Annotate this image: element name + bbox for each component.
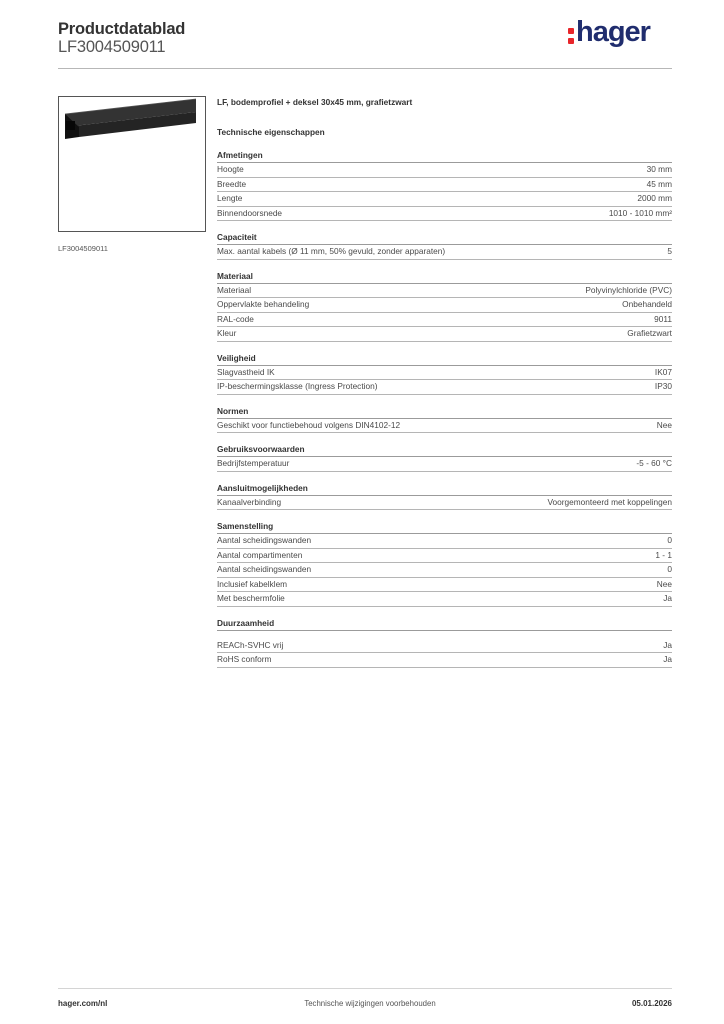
spec-row: [217, 496, 672, 511]
spec-value: Grafietzwart: [627, 328, 672, 338]
section-spacer: [217, 631, 672, 639]
spec-row: [217, 207, 672, 222]
section-title: Aansluitmogelijkheden: [217, 481, 672, 496]
spec-value: Ja: [663, 639, 672, 650]
spec-value: 2000 mm: [637, 193, 672, 203]
spec-label: Breedte: [217, 178, 247, 189]
section-title: Afmetingen: [217, 148, 672, 163]
spec-section: [217, 148, 672, 221]
page-title: Productdatablad: [58, 20, 186, 38]
spec-label: Max. aantal kabels (Ø 11 mm, 50% gevuld, zonder apparaten): [217, 246, 446, 256]
spec-section: [217, 404, 672, 434]
footer-date: 05.01.2026: [631, 999, 672, 1008]
spec-label: Oppervlakte behandeling: [217, 299, 310, 309]
spec-row: [217, 327, 672, 342]
spec-value: 1010 - 1010 mm²: [608, 207, 672, 218]
section-title: Normen: [217, 404, 672, 419]
spec-section: [217, 230, 672, 260]
spec-label: Materiaal: [217, 284, 252, 295]
spec-section: [217, 269, 672, 342]
spec-row: [217, 457, 672, 472]
spec-row: [217, 549, 672, 564]
section-title: Capaciteit: [217, 230, 672, 245]
spec-label: Aantal scheidingswanden: [217, 564, 312, 574]
spec-row: [217, 178, 672, 193]
spec-value: Polyvinylchloride (PVC): [585, 284, 672, 295]
logo-dots-icon: [568, 14, 575, 50]
footer-divider: [58, 988, 672, 989]
image-caption: LF3004509011: [58, 244, 108, 253]
spec-value: Nee: [656, 419, 672, 430]
section-title: Duurzaamheid: [217, 616, 672, 631]
spec-value: 9011: [654, 313, 672, 324]
spec-value: Onbehandeld: [622, 299, 672, 309]
spec-row: [217, 163, 672, 178]
spec-value: Nee: [656, 578, 672, 589]
spec-row: [217, 563, 672, 578]
cable-duct-icon: [59, 97, 206, 232]
footer-website[interactable]: hager.com/nl: [58, 999, 108, 1008]
spec-row: [217, 419, 672, 434]
spec-sections: [217, 148, 672, 668]
spec-row: [217, 298, 672, 313]
spec-label: RoHS conform: [217, 654, 272, 664]
spec-value: 45 mm: [646, 178, 672, 189]
spec-row: [217, 578, 672, 593]
spec-label: Aantal scheidingswanden: [217, 535, 312, 545]
spec-label: Kanaalverbinding: [217, 496, 282, 507]
spec-row: [217, 380, 672, 395]
spec-row: [217, 592, 672, 607]
spec-value: 30 mm: [646, 164, 672, 174]
spec-label: Aantal compartimenten: [217, 549, 303, 560]
spec-label: Met beschermfolie: [217, 593, 285, 603]
spec-label: Binnendoorsnede: [217, 207, 283, 218]
product-image: [58, 96, 206, 232]
logo-text: hager: [576, 16, 650, 48]
spec-label: Slagvastheid IK: [217, 366, 275, 377]
spec-section: [217, 616, 672, 668]
spec-row: [217, 313, 672, 328]
spec-row: [217, 639, 672, 654]
spec-label: Geschikt voor functiebehoud volgens DIN4102-12: [217, 419, 401, 430]
section-title: Samenstelling: [217, 519, 672, 534]
spec-section: [217, 481, 672, 511]
spec-value: 0: [667, 564, 672, 574]
spec-label: RAL-code: [217, 313, 254, 324]
spec-row: [217, 366, 672, 381]
hager-logo: [568, 14, 650, 50]
spec-value: 0: [667, 535, 672, 545]
product-description: LF, bodemprofiel + deksel 30x45 mm, grafietzwart: [217, 97, 413, 107]
spec-row: [217, 653, 672, 668]
spec-label: Kleur: [217, 328, 237, 338]
section-title: Gebruiksvoorwaarden: [217, 442, 672, 457]
spec-row: [217, 192, 672, 207]
spec-label: Lengte: [217, 193, 243, 203]
spec-value: -5 - 60 °C: [636, 458, 672, 468]
spec-label: Bedrijfstemperatuur: [217, 458, 290, 468]
spec-section: [217, 442, 672, 472]
spec-label: Hoogte: [217, 164, 244, 174]
spec-value: Voorgemonteerd met koppelingen: [547, 496, 672, 507]
spec-content: [217, 95, 672, 668]
spec-label: Inclusief kabelklem: [217, 578, 288, 589]
section-title: Materiaal: [217, 269, 672, 284]
spec-value: Ja: [663, 654, 672, 664]
spec-row: [217, 284, 672, 299]
spec-label: REACh-SVHC vrij: [217, 639, 284, 650]
spec-value: IP30: [654, 381, 672, 391]
spec-row: [217, 534, 672, 549]
footer-disclaimer: Technische wijzigingen voorbehouden: [304, 999, 436, 1008]
spec-section: [217, 351, 672, 395]
spec-section: [217, 519, 672, 607]
spec-value: 5: [667, 246, 672, 256]
spec-value: Ja: [663, 593, 672, 603]
header-divider: [58, 68, 672, 69]
section-title: Veiligheid: [217, 351, 672, 366]
spec-row: [217, 245, 672, 260]
tech-properties-heading: Technische eigenschappen: [217, 127, 325, 137]
spec-value: 1 - 1: [655, 549, 672, 560]
spec-value: IK07: [654, 366, 672, 377]
product-code: LF3004509011: [58, 38, 166, 56]
spec-label: IP-beschermingsklasse (Ingress Protection): [217, 381, 378, 391]
